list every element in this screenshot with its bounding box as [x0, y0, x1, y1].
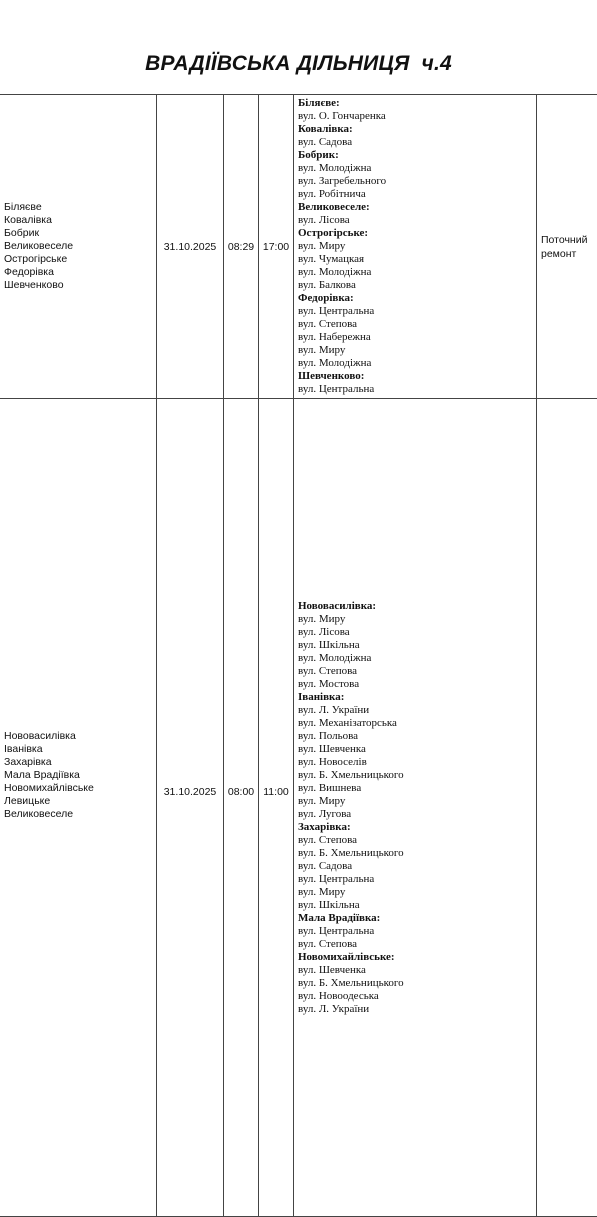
street-name: вул. Новоселів: [298, 756, 536, 769]
street-name: вул. Чумацкая: [298, 253, 536, 266]
date-cell: 31.10.2025: [157, 95, 224, 399]
work-type-cell: [537, 399, 597, 1217]
village-name: Шевченково: [4, 279, 156, 292]
streets-cell: [294, 95, 537, 399]
street-name: вул. Л. України: [298, 704, 536, 717]
street-name: вул. Миру: [298, 240, 536, 253]
street-name: вул. Молодіжна: [298, 162, 536, 175]
street-name: вул. Центральна: [298, 925, 536, 938]
village-name: Новомихайлівське: [4, 782, 156, 795]
location-name: Бобрик:: [298, 149, 536, 162]
end-time-cell: 11:00: [259, 399, 294, 1217]
street-name: вул. Загребельного: [298, 175, 536, 188]
village-name: Федорівка: [4, 266, 156, 279]
page-title: ВРАДІЇВСЬКА ДІЛЬНИЦЯ ч.4: [0, 52, 597, 76]
street-name: вул. Польова: [298, 730, 536, 743]
location-name: Федорівка:: [298, 292, 536, 305]
work-type-cell: [537, 95, 597, 399]
street-name: вул. Миру: [298, 886, 536, 899]
street-name: вул. Степова: [298, 834, 536, 847]
village-name: Острогірське: [4, 253, 156, 266]
street-name: вул. Миру: [298, 613, 536, 626]
streets-cell: [294, 399, 537, 1217]
street-name: вул. Шевченка: [298, 964, 536, 977]
location-name: Новомихайлівське:: [298, 951, 536, 964]
street-name: вул. Балкова: [298, 279, 536, 292]
street-name: вул. Степова: [298, 665, 536, 678]
table-row: [0, 95, 597, 399]
street-name: вул. Центральна: [298, 305, 536, 318]
location-name: Острогірське:: [298, 227, 536, 240]
street-name: вул. Л. України: [298, 1003, 536, 1016]
street-name: вул. Миру: [298, 795, 536, 808]
location-name: Великовеселе:: [298, 201, 536, 214]
village-name: Великовеселе: [4, 808, 156, 821]
street-name: вул. Б. Хмельницького: [298, 847, 536, 860]
work-type-text: ремонт: [541, 247, 597, 261]
street-name: вул. Робітнича: [298, 188, 536, 201]
start-time-cell: 08:00: [224, 399, 259, 1217]
street-name: вул. Новоодеська: [298, 990, 536, 1003]
street-name: вул. Лугова: [298, 808, 536, 821]
location-name: Мала Врадіївка:: [298, 912, 536, 925]
street-name: вул. Садова: [298, 860, 536, 873]
street-name: вул. Садова: [298, 136, 536, 149]
outage-schedule-table: [0, 94, 597, 1217]
street-name: вул. Степова: [298, 318, 536, 331]
street-name: вул. Миру: [298, 344, 536, 357]
street-name: вул. Центральна: [298, 873, 536, 886]
start-time-cell: 08:29: [224, 95, 259, 399]
table-row: [0, 399, 597, 1217]
street-name: вул. Механізаторська: [298, 717, 536, 730]
village-name: Ковалівка: [4, 214, 156, 227]
street-name: вул. Мостова: [298, 678, 536, 691]
street-name: вул. Б. Хмельницького: [298, 769, 536, 782]
street-name: вул. Молодіжна: [298, 266, 536, 279]
location-name: Шевченково:: [298, 370, 536, 383]
village-name: Захарівка: [4, 756, 156, 769]
village-name: Біляєве: [4, 201, 156, 214]
street-name: вул. Набережна: [298, 331, 536, 344]
street-name: вул. Вишнева: [298, 782, 536, 795]
street-name: вул. Центральна: [298, 383, 536, 396]
street-name: вул. Молодіжна: [298, 652, 536, 665]
location-name: Нововасилівка:: [298, 600, 536, 613]
village-name: Левицьке: [4, 795, 156, 808]
village-name: Бобрик: [4, 227, 156, 240]
villages-cell: [0, 399, 157, 1217]
street-name: вул. Молодіжна: [298, 357, 536, 370]
street-name: вул. Лісова: [298, 214, 536, 227]
location-name: Іванівка:: [298, 691, 536, 704]
location-name: Ковалівка:: [298, 123, 536, 136]
village-name: Мала Врадіївка: [4, 769, 156, 782]
location-name: Біляєве:: [298, 97, 536, 110]
work-type-text: Поточний: [541, 233, 597, 247]
street-name: вул. Степова: [298, 938, 536, 951]
street-name: вул. Лісова: [298, 626, 536, 639]
street-name: вул. Шкільна: [298, 639, 536, 652]
location-name: Захарівка:: [298, 821, 536, 834]
village-name: Великовеселе: [4, 240, 156, 253]
street-name: вул. Шевченка: [298, 743, 536, 756]
street-name: вул. Шкільна: [298, 899, 536, 912]
end-time-cell: 17:00: [259, 95, 294, 399]
street-name: вул. Б. Хмельницького: [298, 977, 536, 990]
street-name: вул. О. Гончаренка: [298, 110, 536, 123]
villages-cell: [0, 95, 157, 399]
date-cell: 31.10.2025: [157, 399, 224, 1217]
village-name: Іванівка: [4, 743, 156, 756]
village-name: Нововасилівка: [4, 730, 156, 743]
